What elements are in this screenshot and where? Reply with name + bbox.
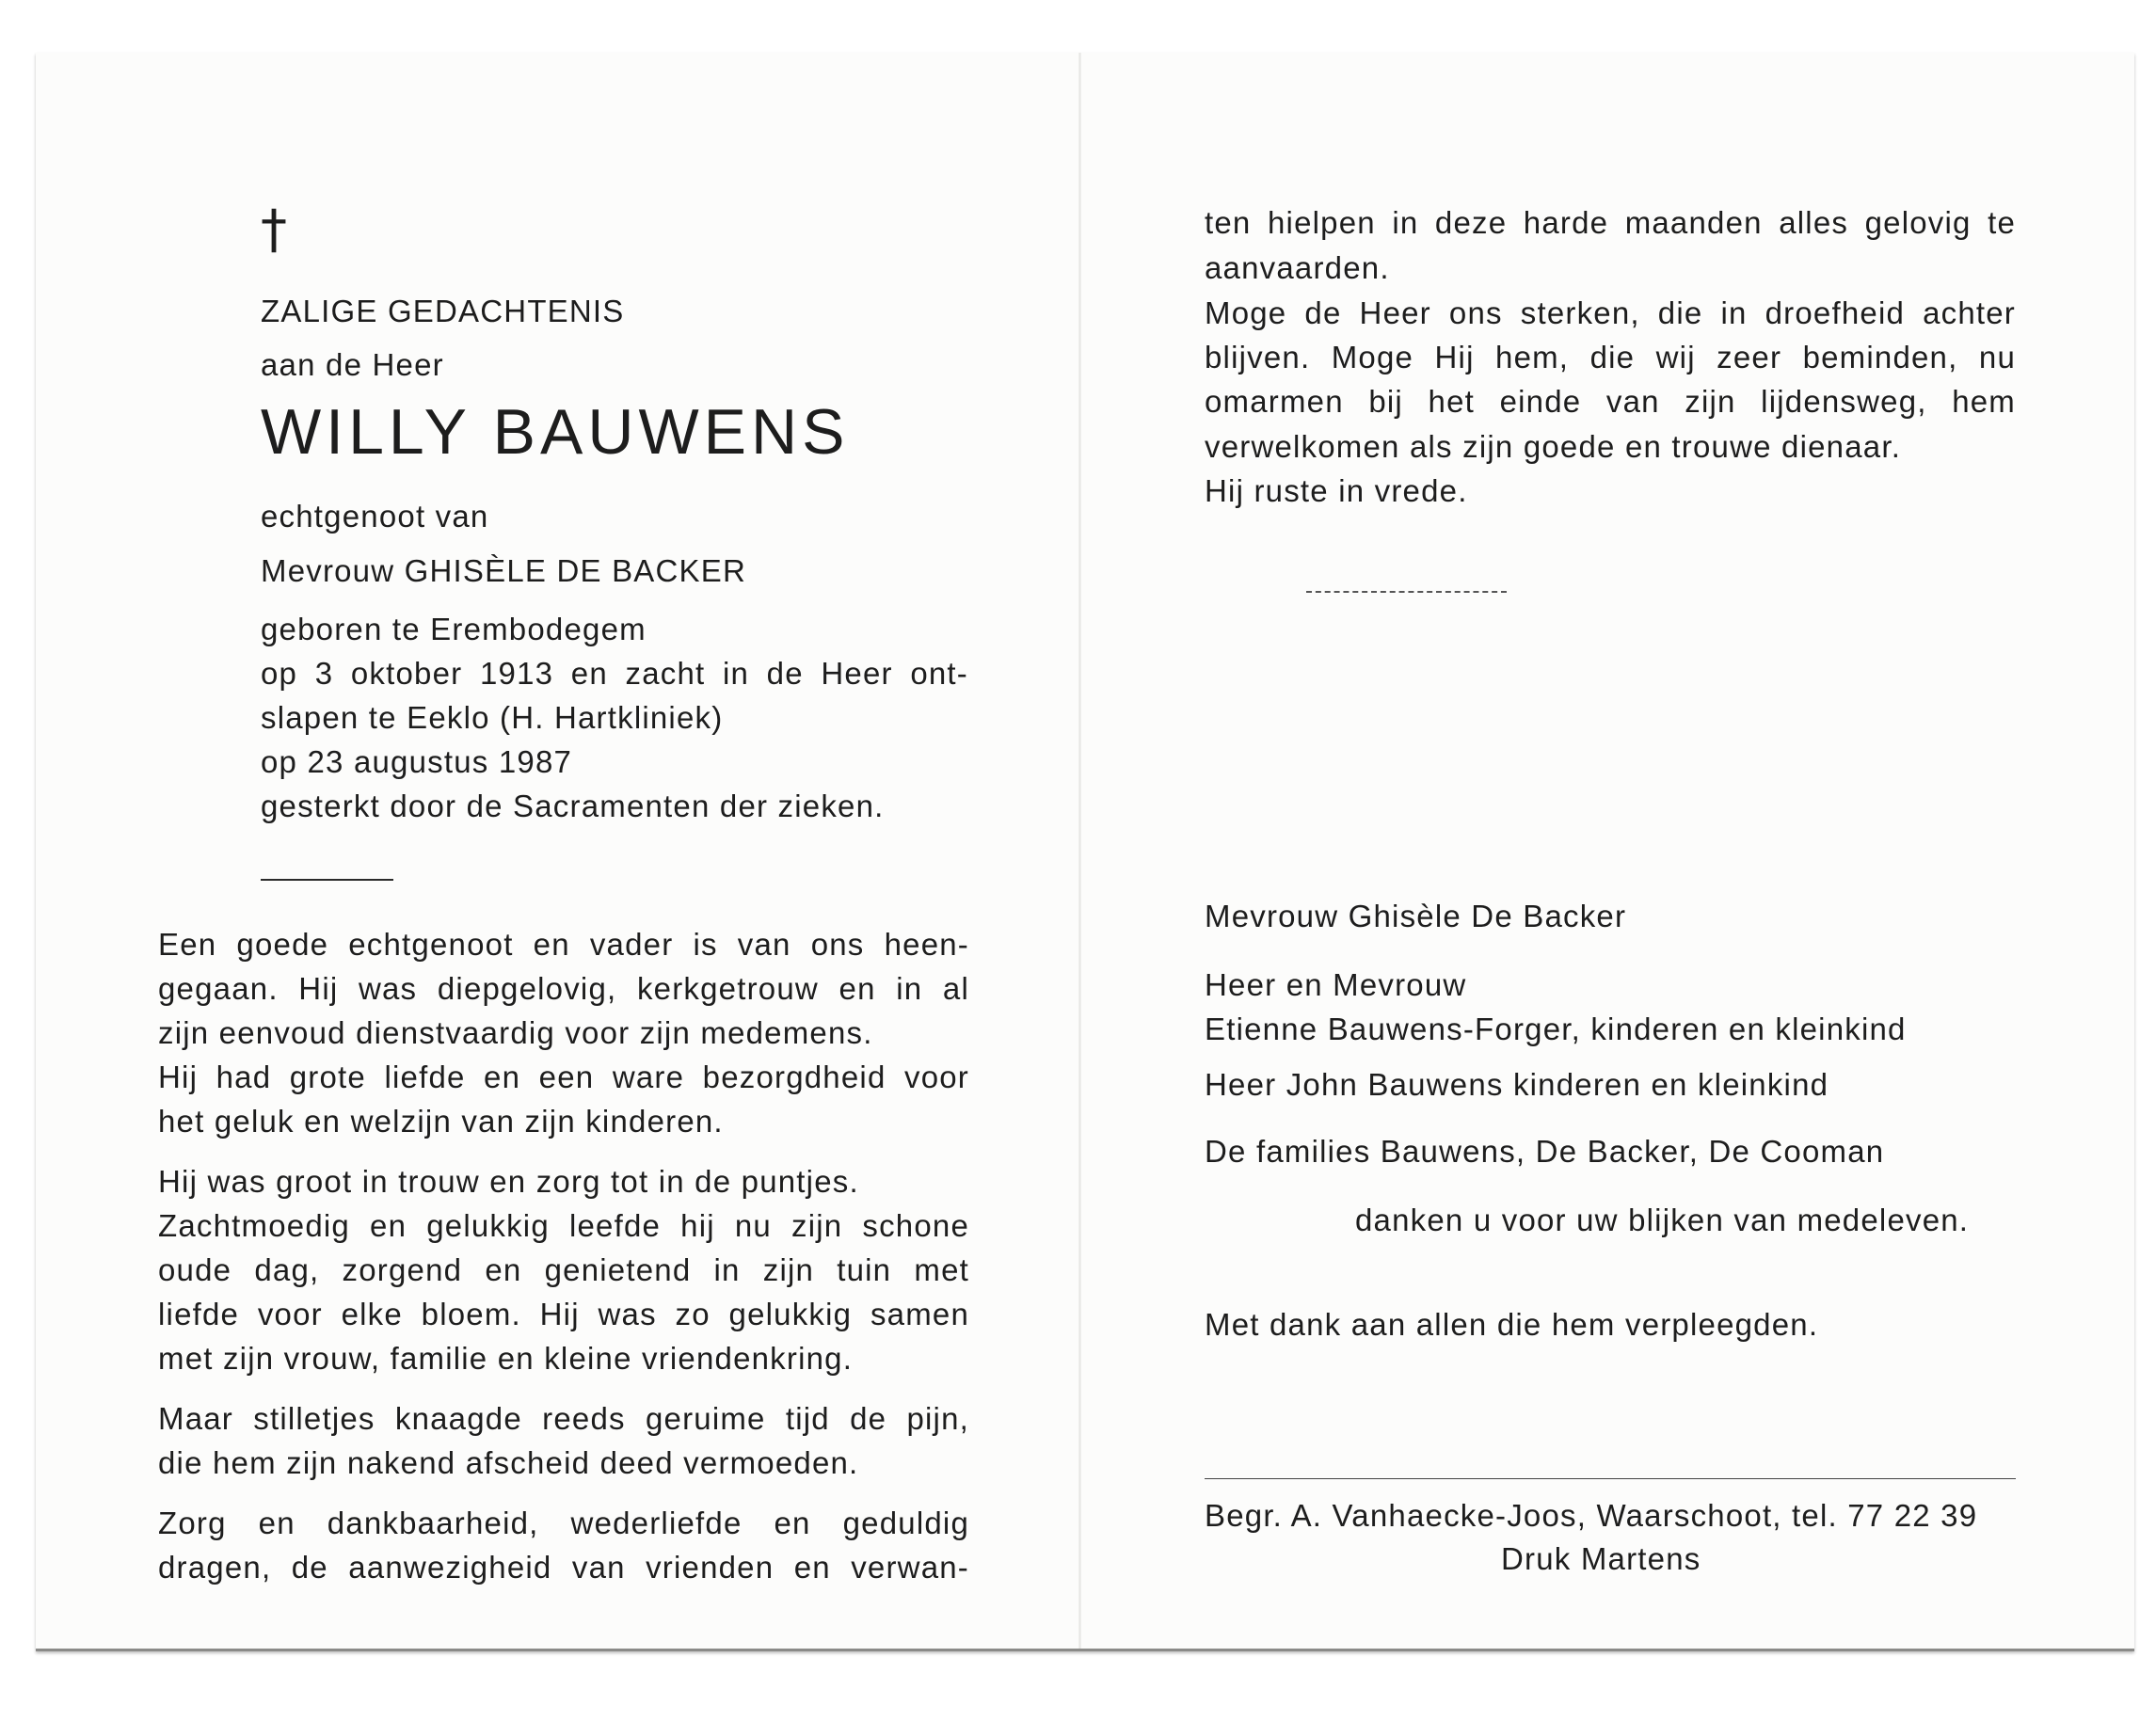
bio-line: gesterkt door de Sacramenten der zieken. (261, 789, 885, 823)
para-line: liefde voor elke bloem. Hij was zo gelukkig samen (158, 1297, 969, 1331)
family-line: Mevrouw Ghisèle De Backer (1205, 899, 1627, 933)
deceased-name: WILLY BAUWENS (261, 396, 850, 468)
para-line: Hij was groot in trouw en zorg tot in de puntjes. (158, 1164, 859, 1199)
spouse-intro: echtgenoot van (261, 499, 489, 534)
right-line: verwelkomen als zijn goede en trouwe dienaar. (1205, 429, 1902, 464)
family-line: Etienne Bauwens-Forger, kinderen en kleinkind (1205, 1012, 1907, 1046)
heading: ZALIGE GEDACHTENIS (261, 294, 625, 328)
bio-line: op 3 oktober 1913 en zacht in de Heer ont- (261, 656, 968, 691)
bio-line: slapen te Eeklo (H. Hartkliniek) (261, 700, 724, 735)
card-fold (1078, 53, 1081, 1649)
divider-line (261, 879, 393, 881)
family-line: Heer John Bauwens kinderen en kleinkind (1205, 1067, 1829, 1102)
cross-symbol: † (261, 199, 287, 261)
family-line: Heer en Mevrouw (1205, 967, 1467, 1002)
para-line: Een goede echtgenoot en vader is van ons heen- (158, 927, 969, 962)
bio-line: geboren te Erembodegem (261, 612, 647, 646)
right-line: blijven. Moge Hij hem, die wij zeer beminden, nu (1205, 340, 2016, 374)
para-line: gegaan. Hij was diepgelovig, kerkgetrouw en in al (158, 971, 969, 1006)
divider-line (1306, 591, 1507, 593)
spouse-name: Mevrouw GHISÈLE DE BACKER (261, 553, 746, 588)
rest-in-peace: Hij ruste in vrede. (1205, 473, 1468, 508)
para-line: die hem zijn nakend afscheid deed vermoeden. (158, 1445, 859, 1480)
footer-rule (1205, 1478, 2016, 1479)
printer-credit: Druk Martens (1501, 1541, 1701, 1576)
salutation: aan de Heer (261, 347, 444, 382)
thanks-line: danken u voor uw blijken van medeleven. (1355, 1203, 1970, 1237)
right-line: Moge de Heer ons sterken, die in droefheid achter (1205, 295, 2016, 330)
family-line: De families Bauwens, De Backer, De Cooman (1205, 1134, 1885, 1169)
care-thanks-line: Met dank aan allen die hem verpleegden. (1205, 1307, 1819, 1342)
para-line: Zorg en dankbaarheid, wederliefde en geduldig (158, 1506, 969, 1540)
right-line: ten hielpen in deze harde maanden alles gelovig te (1205, 205, 2016, 240)
right-line: aanvaarden. (1205, 250, 1390, 285)
para-line: met zijn vrouw, familie en kleine vriendenkring. (158, 1341, 854, 1376)
para-line: Maar stilletjes knaagde reeds geruime tijd de pijn, (158, 1401, 969, 1436)
para-line: Zachtmoedig en gelukkig leefde hij nu zijn schone (158, 1208, 969, 1243)
para-line: Hij had grote liefde en een ware bezorgdheid voor (158, 1060, 969, 1094)
para-line: het geluk en welzijn van zijn kinderen. (158, 1104, 724, 1139)
bio-line: op 23 augustus 1987 (261, 744, 573, 779)
para-line: dragen, de aanwezigheid van vrienden en verwan- (158, 1550, 969, 1585)
right-line: omarmen bij het einde van zijn lijdensweg, hem (1205, 384, 2016, 419)
para-line: oude dag, zorgend en genietend in zijn tuin met (158, 1252, 969, 1287)
undertaker-credit: Begr. A. Vanhaecke-Joos, Waarschoot, tel. 77 22 39 (1205, 1498, 1978, 1533)
para-line: zijn eenvoud dienstvaardig voor zijn medemens. (158, 1015, 873, 1050)
